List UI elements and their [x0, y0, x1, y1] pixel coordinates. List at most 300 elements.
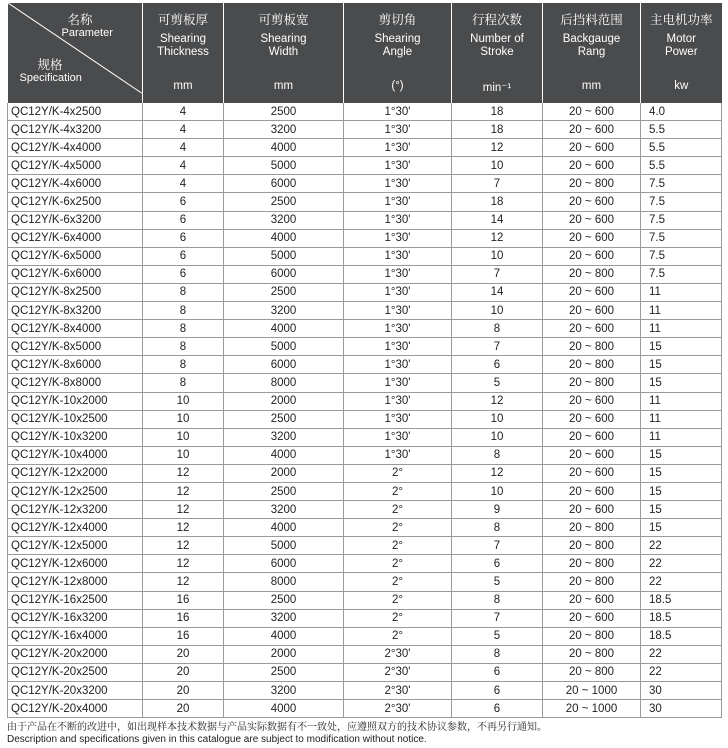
table-row [8, 537, 722, 555]
cell-power: 18.5 [641, 627, 722, 645]
spec-table-body [8, 103, 722, 718]
cell-width: 5000 [224, 247, 344, 265]
cell-thickness: 4 [143, 139, 224, 157]
cell-width: 3200 [224, 211, 344, 229]
cell-width: 2500 [224, 663, 344, 681]
cell-model: QC12Y/K-10x3200 [8, 428, 143, 446]
cell-backgauge: 20 ~ 600 [543, 121, 641, 139]
cell-model: QC12Y/K-6x4000 [8, 229, 143, 247]
cell-thickness: 20 [143, 645, 224, 663]
cell-angle: 1°30' [344, 428, 452, 446]
cell-power: 11 [641, 302, 722, 320]
cell-thickness: 12 [143, 519, 224, 537]
cell-backgauge: 20 ~ 800 [543, 338, 641, 356]
table-row [8, 265, 722, 283]
cell-stroke: 12 [452, 464, 543, 482]
cell-power: 5.5 [641, 139, 722, 157]
cell-backgauge: 20 ~ 1000 [543, 700, 641, 718]
cell-width: 8000 [224, 374, 344, 392]
cell-backgauge: 20 ~ 800 [543, 627, 641, 645]
cell-model: QC12Y/K-16x4000 [8, 627, 143, 645]
column-unit: min⁻¹ [482, 82, 512, 94]
cell-angle: 2°30' [344, 700, 452, 718]
cell-angle: 2° [344, 482, 452, 500]
cell-model: QC12Y/K-4x2500 [8, 103, 143, 121]
cell-width: 6000 [224, 265, 344, 283]
cell-stroke: 8 [452, 519, 543, 537]
cell-stroke: 5 [452, 374, 543, 392]
cell-model: QC12Y/K-20x2000 [8, 645, 143, 663]
table-row [8, 700, 722, 718]
cell-model: QC12Y/K-12x2500 [8, 482, 143, 500]
cell-stroke: 10 [452, 247, 543, 265]
cell-power: 4.0 [641, 103, 722, 121]
table-row [8, 682, 722, 700]
cell-power: 15 [641, 374, 722, 392]
cell-backgauge: 20 ~ 800 [543, 175, 641, 193]
table-row [8, 247, 722, 265]
cell-backgauge: 20 ~ 600 [543, 103, 641, 121]
cell-stroke: 12 [452, 392, 543, 410]
cell-backgauge: 20 ~ 600 [543, 139, 641, 157]
cell-stroke: 8 [452, 320, 543, 338]
cell-power: 7.5 [641, 193, 722, 211]
column-unit: kw [674, 80, 689, 92]
column-title-cn: 可剪板宽 [258, 13, 309, 27]
table-row [8, 410, 722, 428]
cell-power: 22 [641, 555, 722, 573]
cell-width: 4000 [224, 139, 344, 157]
cell-width: 6000 [224, 356, 344, 374]
cell-thickness: 12 [143, 464, 224, 482]
cell-width: 2500 [224, 482, 344, 500]
table-row [8, 555, 722, 573]
cell-thickness: 20 [143, 663, 224, 681]
column-title-en: Shearing Width [260, 33, 307, 58]
cell-stroke: 7 [452, 338, 543, 356]
table-row [8, 501, 722, 519]
column-unit: mm [173, 80, 193, 92]
cell-angle: 1°30' [344, 392, 452, 410]
cell-backgauge: 20 ~ 600 [543, 247, 641, 265]
cell-angle: 2° [344, 627, 452, 645]
cell-thickness: 10 [143, 410, 224, 428]
cell-power: 11 [641, 283, 722, 301]
table-row [8, 627, 722, 645]
cell-angle: 1°30' [344, 229, 452, 247]
cell-angle: 1°30' [344, 175, 452, 193]
cell-model: QC12Y/K-4x6000 [8, 175, 143, 193]
table-row [8, 645, 722, 663]
cell-width: 4000 [224, 519, 344, 537]
table-row [8, 283, 722, 301]
cell-power: 18.5 [641, 609, 722, 627]
cell-width: 2500 [224, 103, 344, 121]
cell-power: 15 [641, 482, 722, 500]
header-parameter-spec-cell [8, 3, 143, 103]
header-motor-power [641, 3, 722, 103]
cell-model: QC12Y/K-8x2500 [8, 283, 143, 301]
cell-angle: 1°30' [344, 247, 452, 265]
cell-backgauge: 20 ~ 600 [543, 501, 641, 519]
cell-width: 3200 [224, 501, 344, 519]
cell-angle: 2° [344, 537, 452, 555]
cell-stroke: 8 [452, 645, 543, 663]
cell-angle: 2° [344, 501, 452, 519]
cell-stroke: 6 [452, 555, 543, 573]
footnote-en: Description and specifications given in this catalogue are subject to modification without notice. [7, 734, 427, 746]
cell-thickness: 8 [143, 283, 224, 301]
cell-power: 7.5 [641, 247, 722, 265]
cell-backgauge: 20 ~ 800 [543, 374, 641, 392]
cell-angle: 1°30' [344, 446, 452, 464]
cell-angle: 1°30' [344, 193, 452, 211]
table-row [8, 121, 722, 139]
cell-backgauge: 20 ~ 600 [543, 482, 641, 500]
cell-thickness: 12 [143, 501, 224, 519]
cell-power: 15 [641, 501, 722, 519]
cell-stroke: 5 [452, 573, 543, 591]
column-title-en: Shearing Thickness [157, 33, 209, 58]
cell-thickness: 10 [143, 392, 224, 410]
table-row [8, 573, 722, 591]
cell-stroke: 10 [452, 410, 543, 428]
cell-backgauge: 20 ~ 600 [543, 193, 641, 211]
header-backgauge-range [543, 3, 641, 103]
cell-angle: 1°30' [344, 103, 452, 121]
cell-thickness: 6 [143, 211, 224, 229]
cell-thickness: 16 [143, 591, 224, 609]
cell-thickness: 16 [143, 609, 224, 627]
cell-angle: 1°30' [344, 157, 452, 175]
cell-stroke: 18 [452, 103, 543, 121]
table-row [8, 320, 722, 338]
cell-stroke: 7 [452, 609, 543, 627]
cell-model: QC12Y/K-8x8000 [8, 374, 143, 392]
cell-angle: 1°30' [344, 374, 452, 392]
cell-model: QC12Y/K-8x3200 [8, 302, 143, 320]
table-row [8, 356, 722, 374]
header-shearing-thickness [143, 3, 224, 103]
table-row [8, 374, 722, 392]
header-shearing-angle [344, 3, 452, 103]
cell-width: 2000 [224, 645, 344, 663]
cell-power: 11 [641, 392, 722, 410]
cell-width: 2500 [224, 283, 344, 301]
cell-backgauge: 20 ~ 600 [543, 229, 641, 247]
table-row [8, 175, 722, 193]
column-title-en: Shearing Angle [374, 33, 421, 58]
cell-model: QC12Y/K-6x2500 [8, 193, 143, 211]
cell-model: QC12Y/K-12x6000 [8, 555, 143, 573]
cell-width: 5000 [224, 157, 344, 175]
spec-table-container [7, 3, 721, 746]
cell-stroke: 14 [452, 283, 543, 301]
cell-width: 2500 [224, 410, 344, 428]
cell-width: 6000 [224, 555, 344, 573]
footnote [7, 722, 721, 746]
cell-angle: 1°30' [344, 302, 452, 320]
cell-width: 4000 [224, 446, 344, 464]
cell-angle: 1°30' [344, 356, 452, 374]
cell-angle: 1°30' [344, 139, 452, 157]
cell-power: 18.5 [641, 591, 722, 609]
table-row [8, 609, 722, 627]
cell-width: 2500 [224, 591, 344, 609]
cell-width: 2000 [224, 392, 344, 410]
cell-stroke: 10 [452, 157, 543, 175]
column-title-en: Motor Power [664, 33, 698, 58]
cell-power: 30 [641, 700, 722, 718]
cell-backgauge: 20 ~ 800 [543, 537, 641, 555]
cell-backgauge: 20 ~ 600 [543, 410, 641, 428]
parameter-label-en: Parameter [61, 27, 113, 39]
cell-stroke: 5 [452, 627, 543, 645]
cell-width: 4000 [224, 700, 344, 718]
cell-stroke: 8 [452, 446, 543, 464]
cell-width: 4000 [224, 229, 344, 247]
cell-thickness: 6 [143, 193, 224, 211]
cell-backgauge: 20 ~ 800 [543, 645, 641, 663]
cell-backgauge: 20 ~ 800 [543, 356, 641, 374]
cell-width: 4000 [224, 320, 344, 338]
table-row [8, 229, 722, 247]
cell-thickness: 8 [143, 374, 224, 392]
column-title-en: Number of Stroke [470, 33, 524, 58]
cell-model: QC12Y/K-16x3200 [8, 609, 143, 627]
cell-angle: 2° [344, 519, 452, 537]
cell-width: 3200 [224, 682, 344, 700]
cell-thickness: 8 [143, 356, 224, 374]
cell-backgauge: 20 ~ 800 [543, 555, 641, 573]
cell-thickness: 16 [143, 627, 224, 645]
header-shearing-width [224, 3, 344, 103]
cell-stroke: 18 [452, 193, 543, 211]
table-row [8, 338, 722, 356]
cell-width: 2500 [224, 193, 344, 211]
cell-model: QC12Y/K-12x8000 [8, 573, 143, 591]
cell-angle: 1°30' [344, 320, 452, 338]
table-row [8, 446, 722, 464]
cell-backgauge: 20 ~ 800 [543, 265, 641, 283]
header-row [8, 3, 722, 103]
table-row [8, 482, 722, 500]
cell-thickness: 4 [143, 157, 224, 175]
cell-power: 15 [641, 356, 722, 374]
cell-model: QC12Y/K-10x2500 [8, 410, 143, 428]
table-row [8, 464, 722, 482]
cell-model: QC12Y/K-8x5000 [8, 338, 143, 356]
cell-model: QC12Y/K-8x6000 [8, 356, 143, 374]
cell-width: 5000 [224, 338, 344, 356]
cell-backgauge: 20 ~ 600 [543, 320, 641, 338]
cell-width: 8000 [224, 573, 344, 591]
cell-thickness: 6 [143, 265, 224, 283]
cell-angle: 2° [344, 555, 452, 573]
cell-model: QC12Y/K-6x5000 [8, 247, 143, 265]
cell-angle: 2°30' [344, 663, 452, 681]
table-row [8, 428, 722, 446]
table-row [8, 139, 722, 157]
cell-thickness: 4 [143, 121, 224, 139]
cell-power: 22 [641, 537, 722, 555]
cell-model: QC12Y/K-4x3200 [8, 121, 143, 139]
cell-power: 5.5 [641, 121, 722, 139]
cell-power: 11 [641, 410, 722, 428]
cell-model: QC12Y/K-6x3200 [8, 211, 143, 229]
cell-width: 3200 [224, 609, 344, 627]
cell-power: 7.5 [641, 211, 722, 229]
cell-power: 11 [641, 428, 722, 446]
cell-angle: 1°30' [344, 211, 452, 229]
cell-power: 11 [641, 320, 722, 338]
cell-stroke: 10 [452, 302, 543, 320]
cell-thickness: 20 [143, 700, 224, 718]
column-title-en: Backgauge Rang [562, 33, 621, 58]
cell-stroke: 12 [452, 139, 543, 157]
cell-thickness: 20 [143, 682, 224, 700]
cell-thickness: 6 [143, 229, 224, 247]
cell-angle: 2°30' [344, 645, 452, 663]
cell-power: 15 [641, 464, 722, 482]
cell-power: 22 [641, 645, 722, 663]
cell-model: QC12Y/K-4x4000 [8, 139, 143, 157]
cell-backgauge: 20 ~ 600 [543, 428, 641, 446]
cell-backgauge: 20 ~ 600 [543, 392, 641, 410]
cell-stroke: 6 [452, 700, 543, 718]
cell-thickness: 10 [143, 428, 224, 446]
specification-label-cn: 规格 [37, 58, 63, 72]
cell-thickness: 12 [143, 573, 224, 591]
cell-width: 6000 [224, 175, 344, 193]
cell-model: QC12Y/K-10x4000 [8, 446, 143, 464]
column-title-cn: 后挡料范围 [560, 13, 623, 27]
cell-width: 2000 [224, 464, 344, 482]
parameter-label-cn: 名称 [67, 13, 93, 27]
table-row [8, 211, 722, 229]
cell-angle: 2° [344, 464, 452, 482]
cell-power: 15 [641, 446, 722, 464]
specification-label-en: Specification [19, 72, 82, 84]
column-title-cn: 主电机功率 [649, 13, 713, 27]
column-title-cn: 可剪板厚 [157, 13, 208, 27]
cell-model: QC12Y/K-20x2500 [8, 663, 143, 681]
cell-power: 22 [641, 573, 722, 591]
cell-angle: 1°30' [344, 283, 452, 301]
column-title-cn: 行程次数 [471, 13, 522, 27]
cell-stroke: 12 [452, 229, 543, 247]
table-row [8, 591, 722, 609]
cell-model: QC12Y/K-16x2500 [8, 591, 143, 609]
cell-model: QC12Y/K-8x4000 [8, 320, 143, 338]
cell-power: 15 [641, 519, 722, 537]
cell-stroke: 14 [452, 211, 543, 229]
cell-angle: 1°30' [344, 338, 452, 356]
cell-width: 5000 [224, 537, 344, 555]
cell-model: QC12Y/K-20x4000 [8, 700, 143, 718]
cell-model: QC12Y/K-10x2000 [8, 392, 143, 410]
column-unit: (°) [391, 80, 404, 92]
cell-model: QC12Y/K-12x4000 [8, 519, 143, 537]
cell-angle: 2° [344, 591, 452, 609]
cell-thickness: 6 [143, 247, 224, 265]
cell-angle: 1°30' [344, 121, 452, 139]
table-row [8, 302, 722, 320]
header-number-of-stroke [452, 3, 543, 103]
cell-backgauge: 20 ~ 600 [543, 157, 641, 175]
cell-thickness: 4 [143, 103, 224, 121]
column-title-cn: 剪切角 [378, 13, 417, 27]
table-row [8, 392, 722, 410]
cell-angle: 2° [344, 609, 452, 627]
spec-table [7, 3, 722, 718]
cell-angle: 2° [344, 573, 452, 591]
cell-stroke: 7 [452, 537, 543, 555]
cell-stroke: 18 [452, 121, 543, 139]
cell-stroke: 10 [452, 428, 543, 446]
cell-width: 3200 [224, 302, 344, 320]
cell-stroke: 6 [452, 356, 543, 374]
cell-model: QC12Y/K-4x5000 [8, 157, 143, 175]
cell-stroke: 8 [452, 591, 543, 609]
cell-stroke: 7 [452, 175, 543, 193]
cell-backgauge: 20 ~ 800 [543, 519, 641, 537]
cell-stroke: 6 [452, 682, 543, 700]
cell-thickness: 12 [143, 555, 224, 573]
cell-model: QC12Y/K-12x2000 [8, 464, 143, 482]
cell-model: QC12Y/K-20x3200 [8, 682, 143, 700]
column-unit: mm [273, 80, 294, 92]
cell-backgauge: 20 ~ 600 [543, 211, 641, 229]
cell-backgauge: 20 ~ 800 [543, 573, 641, 591]
cell-thickness: 4 [143, 175, 224, 193]
cell-stroke: 9 [452, 501, 543, 519]
footnote-cn: 由于产品在不断的改进中，如出现样本技术数据与产品实际数据有不一致处，应遵照双方的技术协议参数，不再另行通知。 [7, 722, 547, 734]
cell-thickness: 8 [143, 302, 224, 320]
cell-backgauge: 20 ~ 600 [543, 591, 641, 609]
table-row [8, 103, 722, 121]
cell-power: 7.5 [641, 229, 722, 247]
cell-stroke: 6 [452, 663, 543, 681]
cell-backgauge: 20 ~ 1000 [543, 682, 641, 700]
cell-model: QC12Y/K-12x3200 [8, 501, 143, 519]
cell-stroke: 10 [452, 482, 543, 500]
table-row [8, 519, 722, 537]
cell-backgauge: 20 ~ 600 [543, 446, 641, 464]
cell-angle: 1°30' [344, 410, 452, 428]
cell-backgauge: 20 ~ 600 [543, 302, 641, 320]
cell-backgauge: 20 ~ 800 [543, 663, 641, 681]
cell-angle: 1°30' [344, 265, 452, 283]
cell-thickness: 8 [143, 320, 224, 338]
table-row [8, 157, 722, 175]
cell-power: 7.5 [641, 175, 722, 193]
table-row [8, 193, 722, 211]
cell-power: 30 [641, 682, 722, 700]
cell-width: 3200 [224, 121, 344, 139]
cell-stroke: 7 [452, 265, 543, 283]
cell-thickness: 8 [143, 338, 224, 356]
cell-power: 15 [641, 338, 722, 356]
cell-thickness: 10 [143, 446, 224, 464]
cell-thickness: 12 [143, 482, 224, 500]
cell-power: 22 [641, 663, 722, 681]
cell-width: 3200 [224, 428, 344, 446]
table-row [8, 663, 722, 681]
cell-model: QC12Y/K-6x6000 [8, 265, 143, 283]
cell-backgauge: 20 ~ 600 [543, 283, 641, 301]
column-unit: mm [581, 80, 602, 92]
